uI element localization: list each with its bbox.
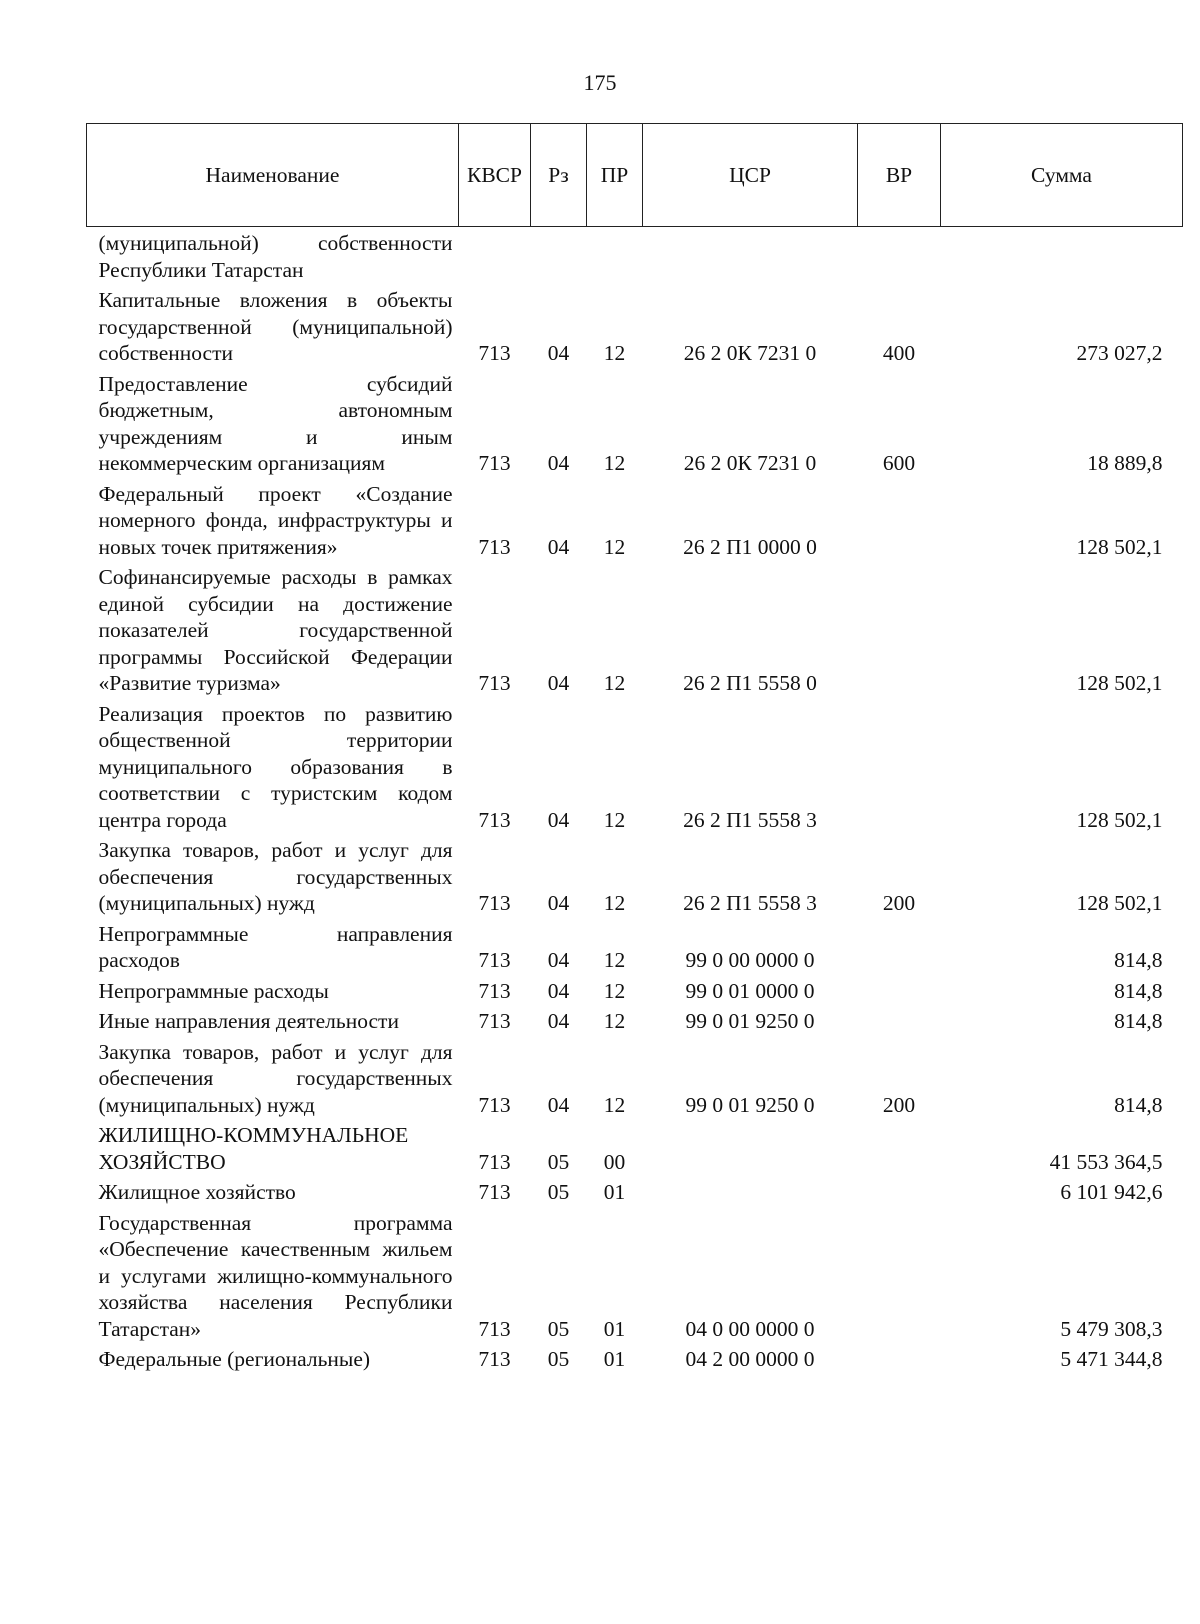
row-sum: 128 502,1: [1076, 534, 1163, 559]
row-rz: 04: [547, 671, 570, 695]
header-name: Наименование: [87, 124, 459, 227]
row-rz: 04: [547, 451, 570, 475]
header-pr: ПР: [587, 124, 643, 227]
row-sum: 814,8: [1114, 948, 1163, 972]
row-sum: 18 889,8: [1087, 451, 1163, 475]
row-csr: 99 0 01 9250 0: [685, 1092, 815, 1117]
row-kvsr: 713: [478, 891, 511, 915]
row-rz: 05: [547, 1180, 570, 1204]
row-csr: 26 2 П1 5558 3: [683, 807, 817, 832]
row-sum: 128 502,1: [1076, 891, 1163, 915]
row-rz: 05: [547, 1149, 570, 1174]
row-csr: 04 0 00 0000 0: [685, 1316, 815, 1341]
row-pr: [587, 227, 643, 286]
row-pr: 12: [603, 891, 626, 915]
table-row: [87, 479, 1183, 563]
table-row: [87, 369, 1183, 479]
table-row: [87, 976, 1183, 1007]
budget-table: [86, 123, 1183, 1375]
row-vr: [858, 1177, 941, 1208]
table-row: [87, 919, 1183, 976]
row-kvsr: 713: [478, 1316, 511, 1341]
row-kvsr: 713: [478, 1092, 511, 1117]
row-vr: [858, 1120, 941, 1177]
row-csr: 26 2 0К 7231 0: [683, 341, 817, 365]
row-csr: 26 2 П1 5558 3: [683, 891, 817, 915]
table-row: [87, 835, 1183, 919]
table-body: [87, 227, 1183, 1375]
row-rz: 04: [547, 807, 570, 832]
row-vr: 400: [882, 341, 916, 365]
row-kvsr: 713: [478, 534, 511, 559]
table-row: [87, 562, 1183, 699]
row-sum: 6 101 942,6: [1060, 1180, 1163, 1204]
row-pr: 00: [603, 1149, 626, 1174]
row-csr: [643, 227, 858, 286]
row-rz: 04: [547, 978, 570, 1003]
table-row: [87, 227, 1183, 286]
row-csr: 99 0 01 0000 0: [685, 978, 815, 1003]
row-name: Предоставление субсидий бюджетным, автономным учреждениям и иным некоммерческим организациям: [98, 371, 453, 475]
row-name: Капитальные вложения в объекты государственной (муниципальной) собственности: [98, 288, 453, 365]
row-vr: [858, 227, 941, 286]
row-rz: 04: [547, 948, 570, 972]
table-row: [87, 1037, 1183, 1121]
row-name: (муниципальной) собственности Республики Татарстан: [98, 231, 453, 282]
row-vr: [858, 1006, 941, 1037]
table-row: [87, 699, 1183, 836]
row-kvsr: 713: [478, 1347, 511, 1371]
row-kvsr: 713: [478, 341, 511, 365]
row-pr: 12: [603, 807, 626, 832]
row-pr: 12: [603, 978, 626, 1003]
row-sum: 128 502,1: [1076, 807, 1163, 832]
row-kvsr: 713: [478, 1180, 511, 1204]
row-kvsr: [459, 227, 531, 286]
row-name: Софинансируемые расходы в рамках единой субсидии на достижение показателей государственной программы Российской Федерации «Развитие туризма»: [98, 565, 453, 695]
row-csr: 99 0 00 0000 0: [685, 948, 815, 972]
header-csr: ЦСР: [643, 124, 858, 227]
row-vr: [858, 479, 941, 563]
row-vr: [858, 976, 941, 1007]
row-sum: 273 027,2: [1076, 341, 1163, 365]
row-name: Государственная программа «Обеспечение качественным жильем и услугами жилищно-коммунального хозяйства населения Республики Татарстан»: [98, 1210, 453, 1341]
row-sum: 5 479 308,3: [1060, 1316, 1163, 1341]
row-name: Жилищное хозяйство: [98, 1180, 296, 1204]
row-kvsr: 713: [478, 671, 511, 695]
table-row: [87, 1208, 1183, 1345]
row-vr: [858, 1344, 941, 1375]
row-pr: 12: [603, 534, 626, 559]
row-rz: 04: [547, 891, 570, 915]
table-header: [87, 124, 1183, 227]
row-sum: 814,8: [1114, 1009, 1163, 1033]
row-kvsr: 713: [478, 451, 511, 475]
table-row: [87, 1006, 1183, 1037]
row-name: Закупка товаров, работ и услуг для обеспечения государственных (муниципальных) нужд: [98, 1039, 453, 1117]
row-vr: 200: [882, 891, 916, 915]
row-rz: 05: [547, 1316, 570, 1341]
row-csr: [643, 1177, 858, 1208]
row-pr: 12: [603, 1009, 626, 1033]
row-pr: 01: [603, 1347, 626, 1371]
header-kvsr: КВСР: [459, 124, 531, 227]
header-rz: Рз: [531, 124, 587, 227]
row-sum: 41 553 364,5: [1049, 1149, 1163, 1174]
row-pr: 12: [603, 341, 626, 365]
row-kvsr: 713: [478, 1149, 511, 1174]
row-name: Федеральный проект «Создание номерного фонда, инфраструктуры и новых точек притяжения»: [98, 481, 453, 559]
row-vr: [858, 562, 941, 699]
row-kvsr: 713: [478, 948, 511, 972]
row-name: Непрограммные направления расходов: [98, 921, 453, 972]
row-sum: [941, 227, 1183, 286]
row-vr: 200: [882, 1092, 916, 1117]
row-csr: 26 2 П1 0000 0: [683, 534, 817, 559]
row-name: Реализация проектов по развитию общественной территории муниципального образования в соответствии с туристским кодом центра города: [98, 701, 453, 832]
row-name: Федеральные (региональные): [98, 1347, 371, 1371]
page-number: 175: [583, 70, 617, 95]
row-rz: 05: [547, 1347, 570, 1371]
row-pr: 01: [603, 1316, 626, 1341]
table-row: [87, 285, 1183, 369]
table-row: [87, 1344, 1183, 1375]
row-vr: [858, 919, 941, 976]
row-pr: 01: [603, 1180, 626, 1204]
header-vr: ВР: [858, 124, 941, 227]
row-rz: 04: [547, 1009, 570, 1033]
row-csr: 26 2 0К 7231 0: [683, 451, 817, 475]
row-sum: 128 502,1: [1076, 671, 1163, 695]
header-sum: Сумма: [941, 124, 1183, 227]
row-csr: 99 0 01 9250 0: [685, 1009, 815, 1033]
row-rz: [531, 227, 587, 286]
row-rz: 04: [547, 1092, 570, 1117]
row-kvsr: 713: [478, 807, 511, 832]
row-pr: 12: [603, 671, 626, 695]
row-vr: [858, 1208, 941, 1345]
table-row: [87, 1177, 1183, 1208]
row-name: Непрограммные расходы: [98, 978, 329, 1003]
row-rz: 04: [547, 534, 570, 559]
row-csr: 04 2 00 0000 0: [685, 1347, 815, 1371]
table-row: [87, 1120, 1183, 1177]
row-sum: 814,8: [1114, 1092, 1163, 1117]
row-kvsr: 713: [478, 978, 511, 1003]
row-csr: [643, 1120, 858, 1177]
row-kvsr: 713: [478, 1009, 511, 1033]
row-sum: 814,8: [1114, 978, 1163, 1003]
row-name: ЖИЛИЩНО-КОММУНАЛЬНОЕ ХОЗЯЙСТВО: [98, 1123, 409, 1174]
row-name: Иные направления деятельности: [98, 1009, 399, 1033]
row-vr: 600: [882, 451, 916, 475]
row-pr: 12: [603, 1092, 626, 1117]
row-rz: 04: [547, 341, 570, 365]
row-pr: 12: [603, 948, 626, 972]
row-csr: 26 2 П1 5558 0: [683, 671, 817, 695]
row-pr: 12: [603, 451, 626, 475]
row-vr: [858, 699, 941, 836]
row-sum: 5 471 344,8: [1060, 1347, 1163, 1371]
row-name: Закупка товаров, работ и услуг для обеспечения государственных (муниципальных) нужд: [98, 838, 453, 915]
